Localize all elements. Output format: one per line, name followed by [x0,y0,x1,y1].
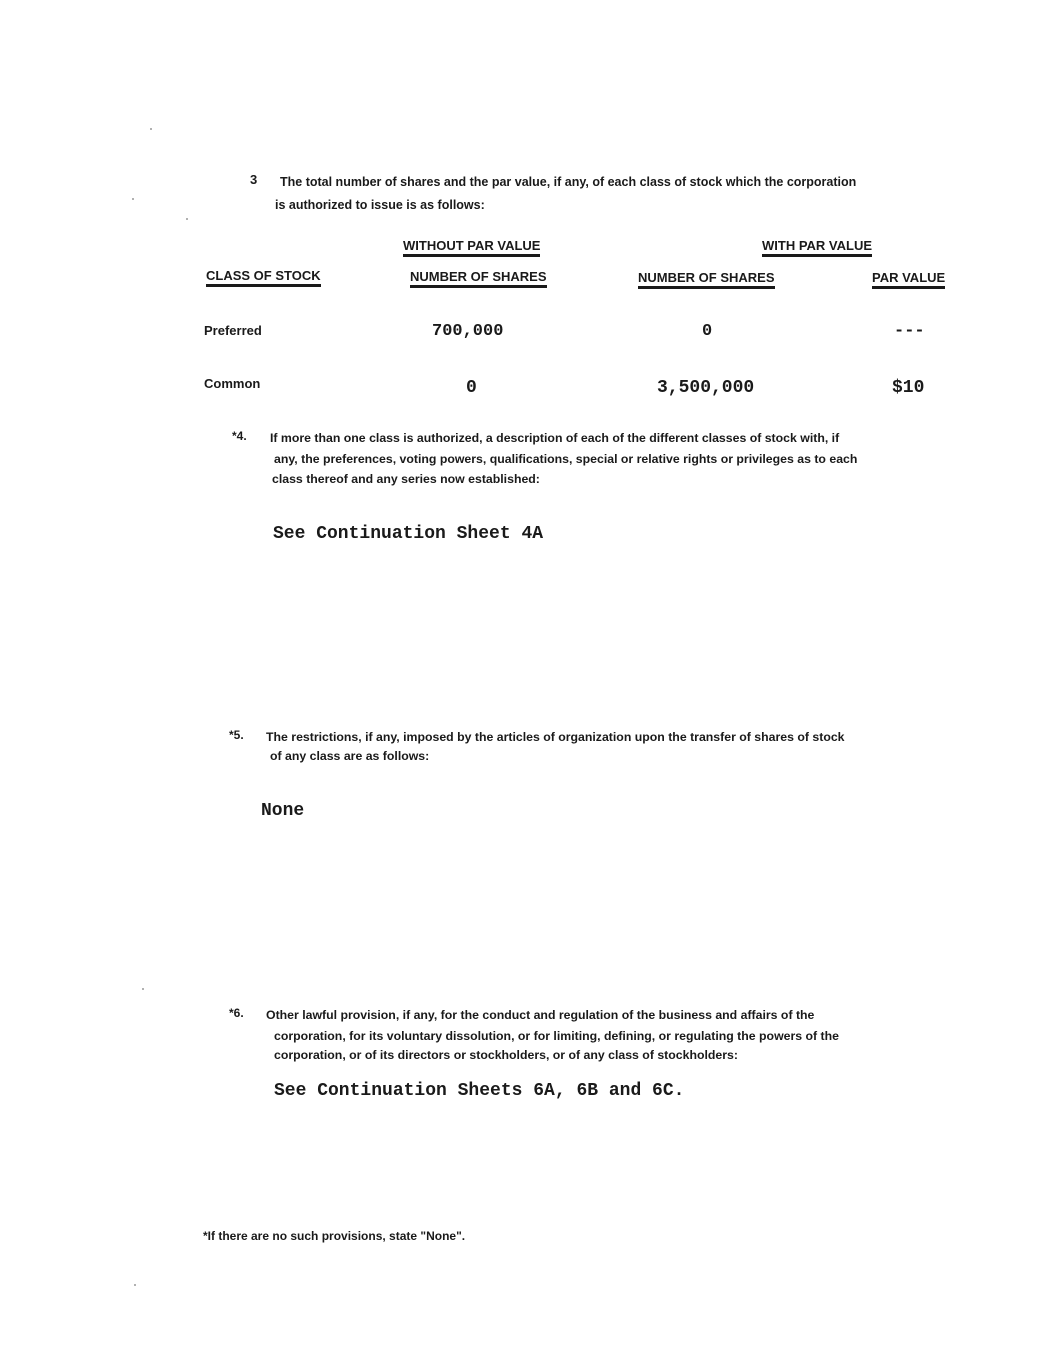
item-4-line-2: any, the preferences, voting powers, qualifications, special or relative rights or privileges as to each [274,452,858,466]
item-6-line-2: corporation, for its voluntary dissolution, or for limiting, defining, or regulating the powers of the [274,1029,839,1043]
row-common-class: Common [204,376,261,391]
scan-speck [150,128,152,130]
item-6-number: *6. [229,1006,244,1020]
scan-speck [132,198,134,200]
header-class-of-stock: CLASS OF STOCK [206,268,321,287]
row-preferred-with-par-shares: 0 [702,322,713,341]
row-preferred-without-par-shares: 700,000 [432,322,504,341]
header-with-par-value: WITH PAR VALUE [762,238,872,257]
row-common-with-par-shares: 3,500,000 [657,378,755,398]
item-4-answer: See Continuation Sheet 4A [273,524,544,544]
header-par-value: PAR VALUE [872,270,945,289]
item-6-answer: See Continuation Sheets 6A, 6B and 6C. [274,1081,685,1101]
item-3-line-2: is authorized to issue is as follows: [275,198,485,212]
item-4-number: *4. [232,429,247,443]
row-preferred-class: Preferred [204,323,262,338]
item-3-line-1: The total number of shares and the par value, if any, of each class of stock which the corporation [280,175,857,189]
item-3-number: 3 [250,172,258,187]
item-5-line-2: of any class are as follows: [270,749,430,763]
item-5-line-1: The restrictions, if any, imposed by the articles of organization upon the transfer of shares of stock [266,730,845,744]
row-common-par-value: $10 [892,378,925,398]
item-4-line-1: If more than one class is authorized, a description of each of the different classes of stock with, if [270,431,840,445]
item-6-line-1: Other lawful provision, if any, for the conduct and regulation of the business and affairs of the [266,1008,815,1022]
header-number-of-shares-without-par: NUMBER OF SHARES [410,269,547,288]
row-common-without-par-shares: 0 [466,378,477,398]
footnote: *If there are no such provisions, state "None". [203,1229,466,1243]
item-5-answer: None [261,801,305,821]
item-6-line-3: corporation, or of its directors or stockholders, or of any class of stockholders: [274,1048,738,1062]
item-4-line-3: class thereof and any series now established: [272,472,540,486]
scan-speck [186,218,188,220]
header-number-of-shares-with-par: NUMBER OF SHARES [638,270,775,289]
row-preferred-par-value: --- [894,322,925,341]
scan-speck [134,1284,136,1286]
header-without-par-value: WITHOUT PAR VALUE [403,238,540,257]
item-5-number: *5. [229,728,244,742]
scan-speck [142,988,144,990]
